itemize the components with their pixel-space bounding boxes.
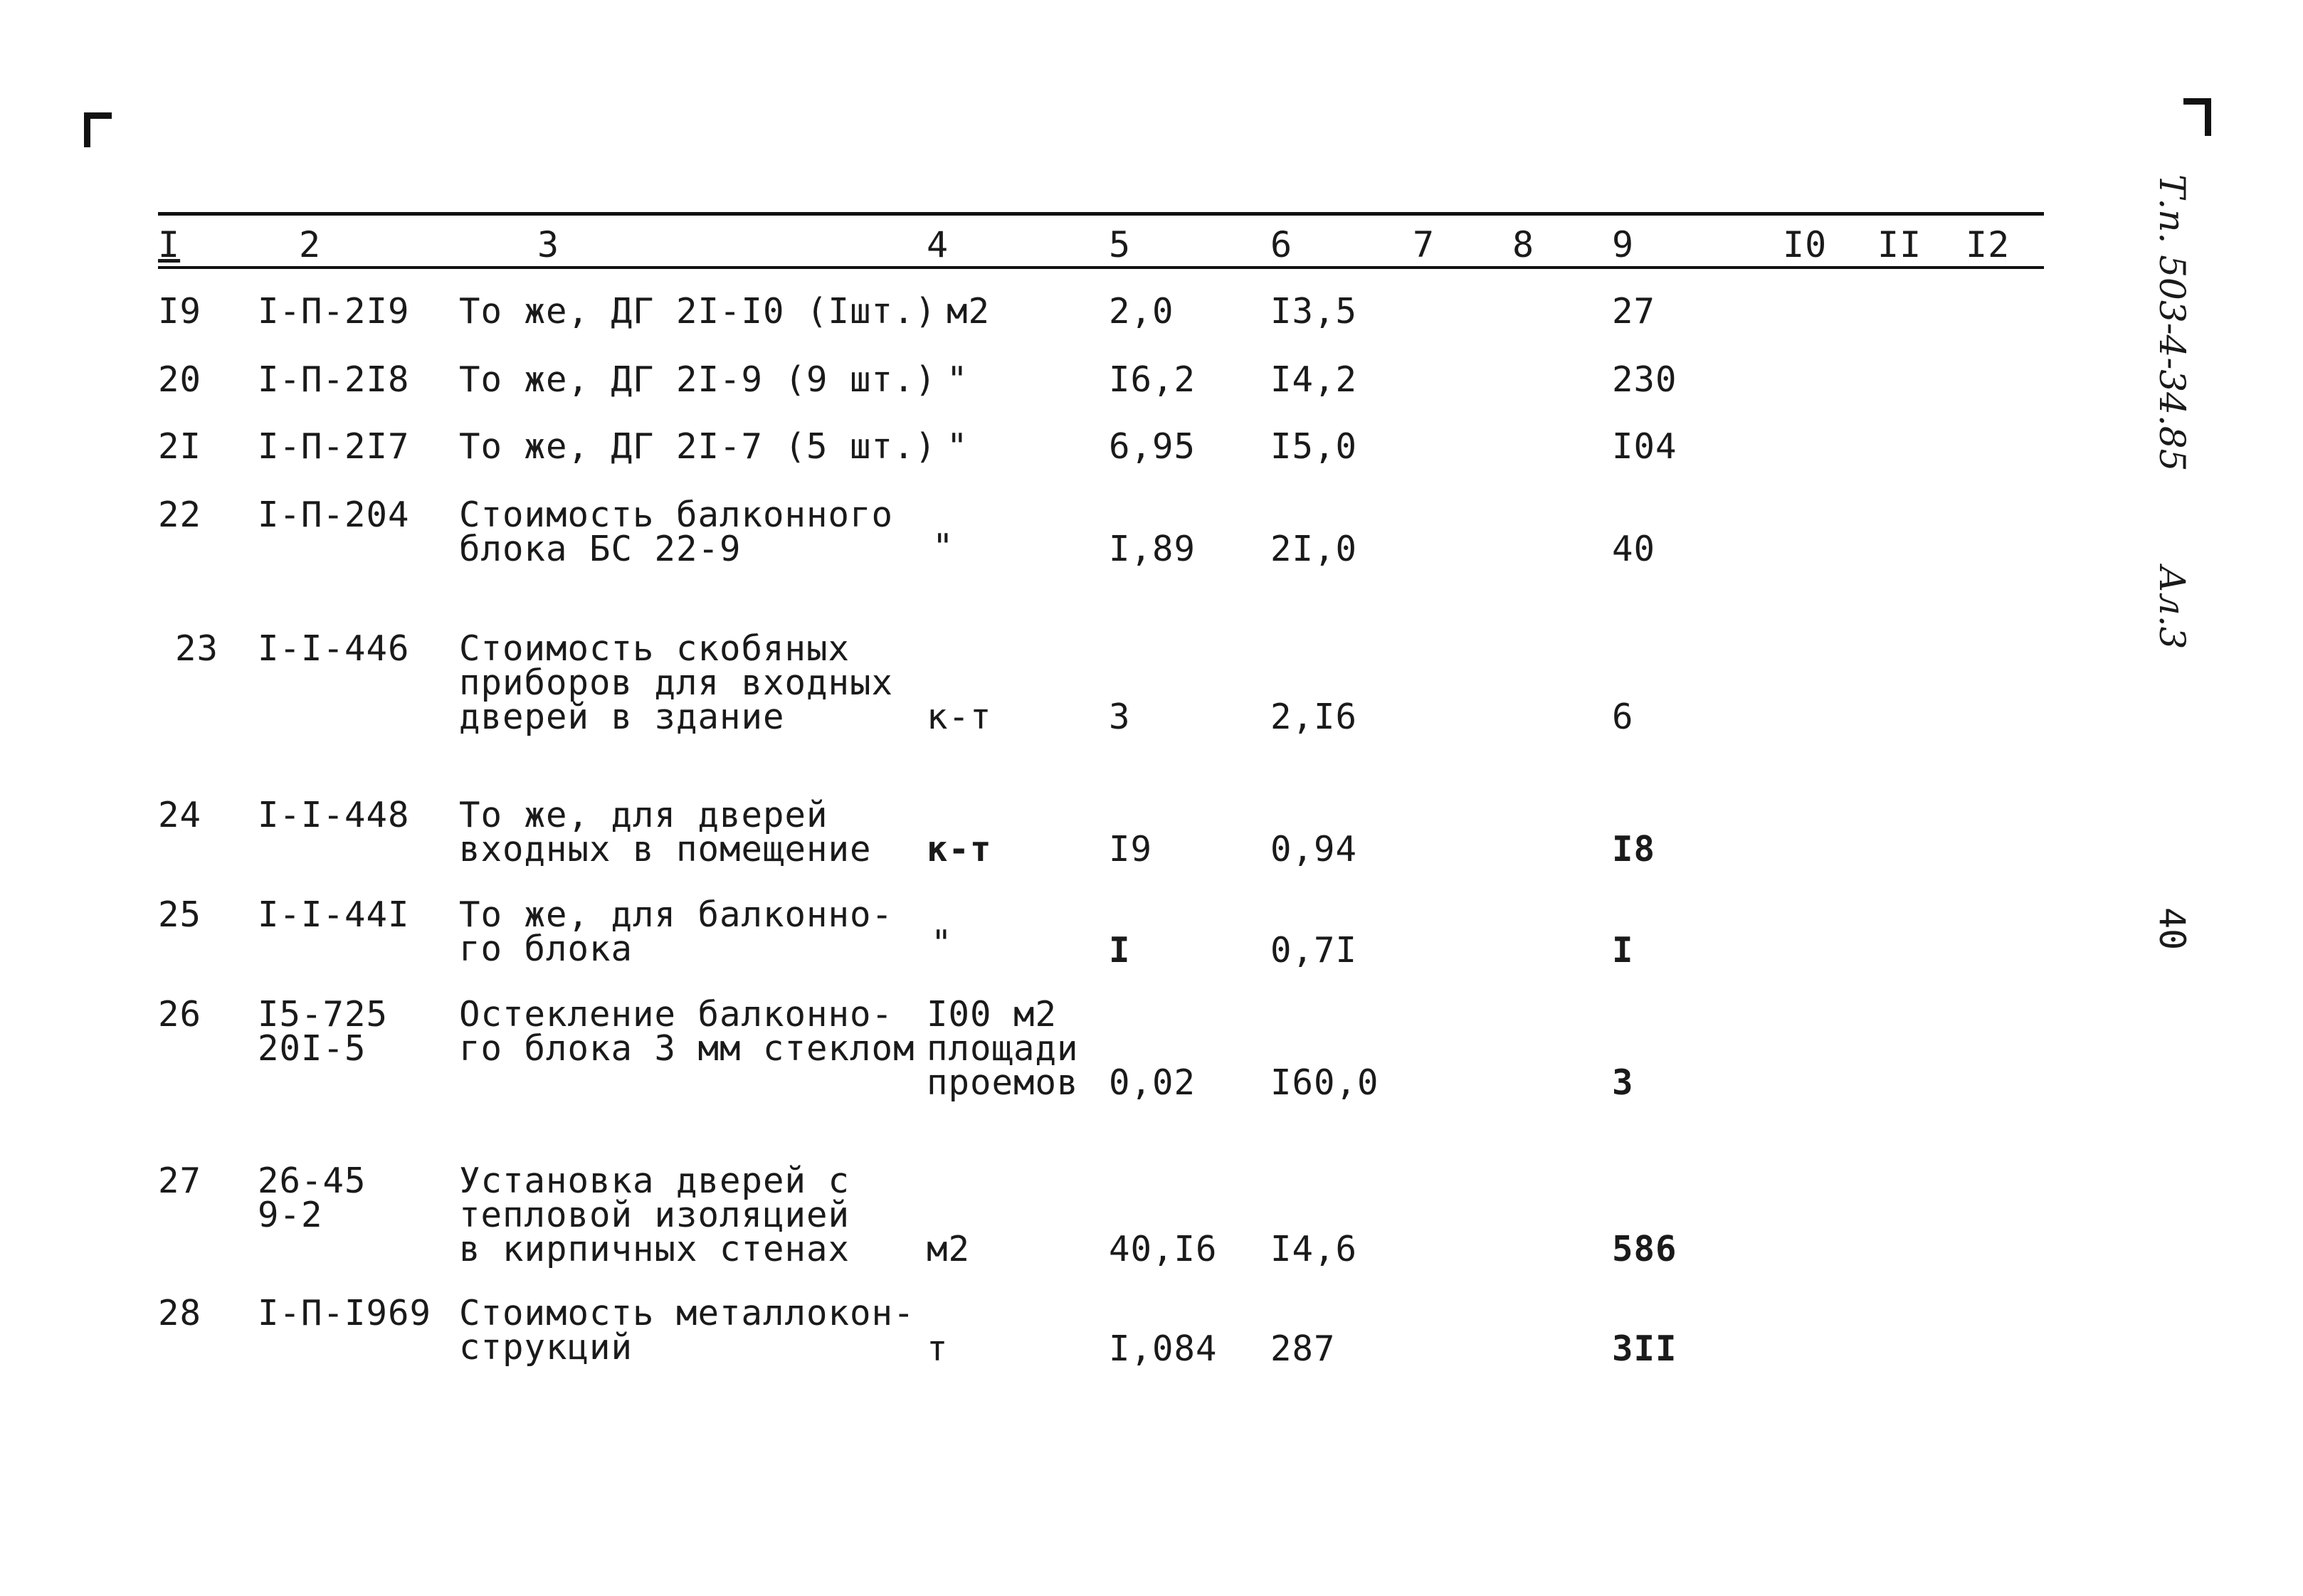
quantity: 3 [1109, 697, 1131, 737]
col-header-10: I0 [1783, 224, 1828, 265]
quantity: 6,95 [1109, 426, 1196, 467]
work-description: Остекление балконно- [459, 994, 894, 1035]
work-description: Установка дверей с [459, 1161, 850, 1201]
col-header-12: I2 [1966, 224, 2010, 265]
col-header-7: 7 [1413, 224, 1435, 265]
total-cost: I8 [1612, 829, 1656, 870]
rate-code: I-П-2I8 [258, 359, 410, 400]
work-description: в кирпичных стенах [459, 1229, 850, 1269]
sheet-label: Ал.3 [2151, 566, 2193, 650]
work-description: струкций [459, 1327, 633, 1368]
col-header-4: 4 [927, 224, 949, 265]
quantity: I,084 [1109, 1328, 1218, 1369]
unit-price: I60,0 [1270, 1062, 1379, 1103]
row-number: 26 [158, 994, 202, 1035]
unit: площади [927, 1028, 1079, 1069]
unit-price: I3,5 [1270, 291, 1358, 332]
unit-price: I4,6 [1270, 1229, 1358, 1269]
total-cost: 6 [1612, 697, 1634, 737]
unit: " [932, 527, 954, 567]
col-header-3: 3 [537, 224, 560, 265]
total-cost: 586 [1612, 1229, 1677, 1269]
unit-price: 0,7I [1270, 930, 1358, 971]
total-cost: 230 [1612, 359, 1677, 400]
unit: т [927, 1328, 949, 1369]
unit: м2 [947, 291, 991, 332]
unit: " [947, 359, 969, 400]
table-header-rule [158, 266, 2044, 269]
top-right-corner-mark [2183, 98, 2211, 136]
work-description: го блока 3 мм стеклом [459, 1028, 915, 1069]
col-header-6: 6 [1270, 224, 1293, 265]
unit: к-т [927, 829, 992, 870]
col-header-5: 5 [1109, 224, 1132, 265]
total-cost: I04 [1612, 426, 1677, 467]
row-number: 28 [158, 1293, 202, 1333]
rate-code: I-П-2I7 [258, 426, 410, 467]
rate-code: I-П-204 [258, 495, 410, 535]
quantity: 40,I6 [1109, 1229, 1218, 1269]
unit-price: 2,I6 [1270, 697, 1358, 737]
unit-price: 287 [1270, 1328, 1336, 1369]
work-description: Стоимость скобяных [459, 628, 850, 669]
work-description: блока БС 22-9 [459, 529, 742, 569]
row-number: 23 [175, 628, 219, 669]
work-description: Стоимость балконного [459, 495, 894, 535]
total-cost: 3 [1612, 1062, 1634, 1103]
col-header-2: 2 [299, 224, 322, 265]
unit: I00 м2 [927, 994, 1058, 1035]
quantity: I,89 [1109, 529, 1196, 569]
unit: м2 [927, 1229, 971, 1269]
rate-code: 9-2 [258, 1195, 323, 1235]
total-cost: 27 [1612, 291, 1656, 332]
rate-code: I-П-2I9 [258, 291, 410, 332]
top-left-corner-mark [84, 112, 112, 147]
table-top-rule [158, 212, 2044, 216]
row-number: 22 [158, 495, 202, 535]
work-description: входных в помещение [459, 829, 872, 870]
work-description: То же, ДГ 2I-9 (9 шт.) [459, 359, 937, 400]
quantity: I6,2 [1109, 359, 1196, 400]
work-description: тепловой изоляцией [459, 1195, 850, 1235]
col-header-11: II [1877, 224, 1922, 265]
page-number: 40 [2151, 907, 2193, 951]
col-header-8: 8 [1512, 224, 1535, 265]
rate-code: I-I-446 [258, 628, 410, 669]
rate-code: 20I-5 [258, 1028, 367, 1069]
unit: " [931, 923, 953, 963]
rate-code: I-I-448 [258, 795, 410, 835]
quantity: 0,02 [1109, 1062, 1196, 1103]
row-number: 25 [158, 894, 202, 935]
total-cost: 3II [1612, 1328, 1677, 1369]
quantity: I9 [1109, 829, 1153, 870]
rate-code: I-I-44I [258, 894, 410, 935]
unit-price: I4,2 [1270, 359, 1358, 400]
work-description: приборов для входных [459, 662, 894, 703]
row-number: 24 [158, 795, 202, 835]
rate-code: I-П-I969 [258, 1293, 432, 1333]
row-number: 27 [158, 1161, 202, 1201]
row-number: 2I [158, 426, 202, 467]
work-description: То же, ДГ 2I-I0 (Iшт.) [459, 291, 937, 332]
rate-code: 26-45 [258, 1161, 367, 1201]
unit: " [947, 426, 969, 467]
col-header-9: 9 [1612, 224, 1635, 265]
total-cost: I [1612, 930, 1634, 971]
unit: проемов [927, 1062, 1079, 1103]
quantity: 2,0 [1109, 291, 1174, 332]
total-cost: 40 [1612, 529, 1656, 569]
work-description: дверей в здание [459, 697, 785, 737]
drawing-code: Т.п. 503-4-34.85 [2151, 174, 2193, 472]
work-description: Стоимость металлокон- [459, 1293, 915, 1333]
work-description: го блока [459, 929, 633, 969]
unit-price: 0,94 [1270, 829, 1358, 870]
row-number: 20 [158, 359, 202, 400]
work-description: То же, ДГ 2I-7 (5 шт.) [459, 426, 937, 467]
work-description: То же, для дверей [459, 795, 828, 835]
unit-price: I5,0 [1270, 426, 1358, 467]
unit: к-т [927, 697, 992, 737]
quantity: I [1109, 930, 1131, 971]
col-header-1: I [158, 224, 181, 265]
row-number: I9 [158, 291, 202, 332]
work-description: То же, для балконно- [459, 894, 894, 935]
rate-code: I5-725 [258, 994, 389, 1035]
unit-price: 2I,0 [1270, 529, 1358, 569]
